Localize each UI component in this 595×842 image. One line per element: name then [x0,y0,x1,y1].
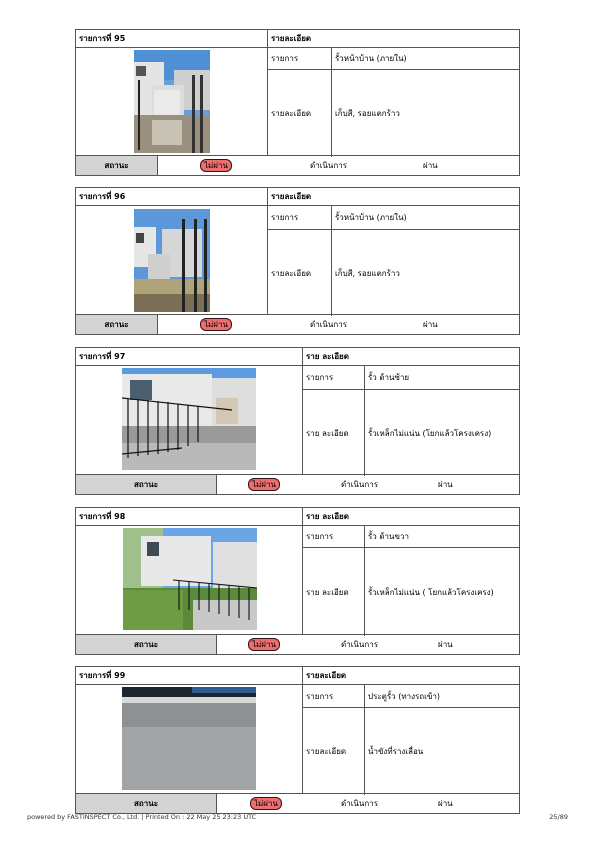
status-option-pass[interactable]: ผ่าน [438,480,453,489]
fail-badge: ไม่ผ่าน [200,318,232,331]
detail-key: รายละเอียด [303,708,365,795]
detail-row [303,708,519,795]
status-option-fail[interactable] [250,794,282,813]
detail-value: น้ำขังที่รางเลื่อน [368,747,424,756]
detail-key: ราย ละเอียด [303,390,365,476]
card-detail-header: ราย ละเอียด [303,348,519,366]
status-option-in-progress[interactable]: ดำเนินการ [310,320,347,329]
item-value: รั้ว ด้านซ้าย [368,373,410,382]
detail-row [268,230,519,316]
item-value: รั้วหน้าบ้าน (ภายใน) [335,213,407,222]
status-option-fail[interactable] [248,635,280,654]
status-option-in-progress[interactable]: ดำเนินการ [341,640,378,649]
card-header-title: รายการที่ 96 [76,188,268,206]
page-number: 25/89 [549,813,568,821]
item-key: รายการ [303,366,365,389]
item-value: รั้ว ด้านขวา [368,532,409,541]
inspection-card-96 [75,187,520,335]
detail-key: รายละเอียด [268,230,332,316]
status-row [76,474,519,494]
detail-row [303,390,519,476]
status-option-in-progress[interactable]: ดำเนินการ [341,480,378,489]
status-option-pass[interactable]: ผ่าน [438,640,453,649]
status-label: สถานะ [76,794,217,813]
item-row [303,366,519,390]
inspection-photo [122,687,256,790]
item-key: รายการ [268,206,332,229]
detail-value: รั้วเหล็กไม่แน่น ( โยกแล้วโครงเครง) [368,587,494,597]
fail-badge: ไม่ผ่าน [200,159,232,172]
status-label: สถานะ [76,315,158,334]
status-option-pass[interactable]: ผ่าน [423,161,438,170]
status-option-pass[interactable]: ผ่าน [438,799,453,808]
card-header-title: รายการที่ 95 [76,30,268,48]
status-option-fail[interactable] [200,315,232,334]
item-value: ประตูรั้ว (ทางรถเข้า) [368,691,440,701]
fail-badge: ไม่ผ่าน [250,797,282,810]
status-row [76,634,519,654]
status-option-fail[interactable] [248,475,280,494]
inspection-card-99 [75,666,520,814]
item-row [303,526,519,548]
photo-cell [76,48,268,156]
photo-cell [76,685,303,794]
item-row [303,685,519,708]
detail-key: รายละเอียด [268,70,332,157]
photo-cell [76,206,268,315]
inspection-card-98 [75,507,520,655]
item-row [268,48,519,70]
item-key: รายการ [303,526,365,547]
card-detail-header: รายละเอียด [303,667,519,685]
card-detail-header: ราย ละเอียด [303,508,519,526]
status-label: สถานะ [76,156,158,175]
item-value: รั้วหน้าบ้าน (ภายใน) [335,54,407,63]
detail-key: ราย ละเอียด [303,548,365,636]
photo-cell [76,366,303,474]
status-label: สถานะ [76,635,217,654]
status-label: สถานะ [76,475,217,494]
page-footer [27,813,568,821]
detail-row [268,70,519,157]
status-option-pass[interactable]: ผ่าน [423,320,438,329]
status-row [76,314,519,334]
inspection-photo [122,368,256,470]
card-header-title: รายการที่ 99 [76,667,303,685]
footer-print-info: powered by FASTINSPECT Co., Ltd. | Printed On : 22 May 25 23:23 UTC [27,813,257,821]
inspection-card-95 [75,29,520,176]
item-key: รายการ [268,48,332,69]
item-row [268,206,519,230]
status-option-in-progress[interactable]: ดำเนินการ [341,799,378,808]
fail-badge: ไม่ผ่าน [248,638,280,651]
inspection-photo [134,209,210,312]
status-row [76,793,519,813]
status-option-fail[interactable] [200,156,232,175]
detail-value: เก็บสี, รอยแตกร้าว [335,109,400,118]
card-detail-header: รายละเอียด [268,30,519,48]
card-header-title: รายการที่ 97 [76,348,303,366]
inspection-photo [134,50,210,153]
detail-value: เก็บสี, รอยแตกร้าว [335,268,400,278]
photo-cell [76,526,303,634]
card-header-title: รายการที่ 98 [76,508,303,526]
status-row [76,155,519,175]
item-key: รายการ [303,685,365,707]
detail-value: รั้วเหล็กไม่แน่น (โยกแล้วโครงเครง) [368,428,492,438]
fail-badge: ไม่ผ่าน [248,478,280,491]
detail-row [303,548,519,636]
status-option-in-progress[interactable]: ดำเนินการ [310,161,347,170]
inspection-card-97 [75,347,520,495]
card-detail-header: รายละเอียด [268,188,519,206]
inspection-photo [123,528,257,630]
